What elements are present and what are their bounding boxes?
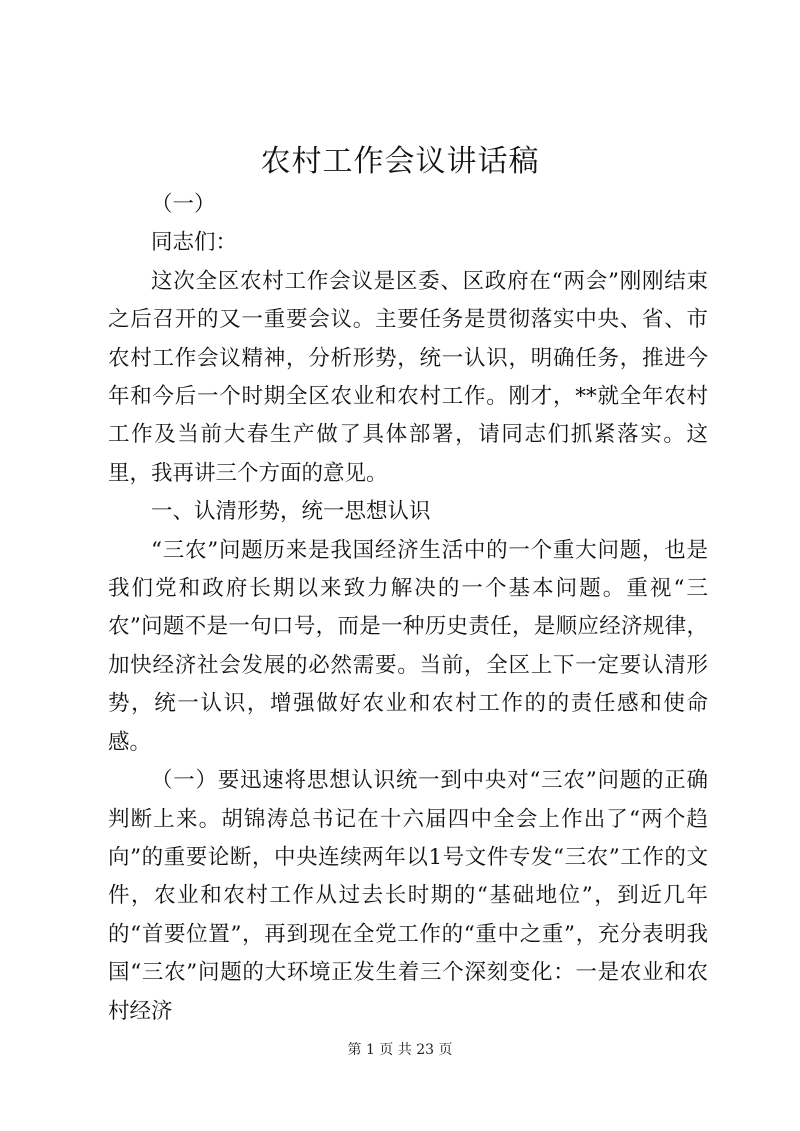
body-paragraph: （一）要迅速将思想认识统一到中央对“三农”问题的正确判断上来。胡锦涛总书记在十六届四中全会上作出了“两个趋向”的重要论断，中央连续两年以1号文件专发“三农”工作的文件，农业和农村工作从过去长时期的“基础地位”，到近几年的“首要位置”，再到现在全党工作的“重中之重”，充分表明我国“三农”问题的大环境正发生着三个深刻变化：一是农业和农村经济 [108,768,708,1024]
page-number-footer: 第 1 页 共 23 页 [347,1042,453,1058]
document-body [108,186,708,1031]
body-paragraph: 这次全区农村工作会议是区委、区政府在“两会”刚刚结束之后召开的又一重要会议。主要任务是贯彻落实中央、省、市农村工作会议精神，分析形势，统一认识，明确任务，推进今年和今后一个时期全区农业和农村工作。刚才，**就全年农村工作及当前大春生产做了具体部署，请同志们抓紧落实。这里，我再讲三个方面的意见。 [108,268,708,486]
document-title: 农村工作会议讲话稿 [260,144,540,179]
section-heading: 一、认清形势，统一思想认识 [151,499,431,525]
salutation: 同志们： [151,230,238,256]
body-paragraph: “三农”问题历来是我国经济生活中的一个重大问题，也是我们党和政府长期以来致力解决的一个基本问题。重视“三农”问题不是一句口号，而是一种历史责任，是顺应经济规律，加快经济社会发展的必然需要。当前，全区上下一定要认清形势，统一认识，增强做好农业和农村工作的的责任感和使命感。 [108,537,708,755]
section-marker: （一） [151,192,216,217]
